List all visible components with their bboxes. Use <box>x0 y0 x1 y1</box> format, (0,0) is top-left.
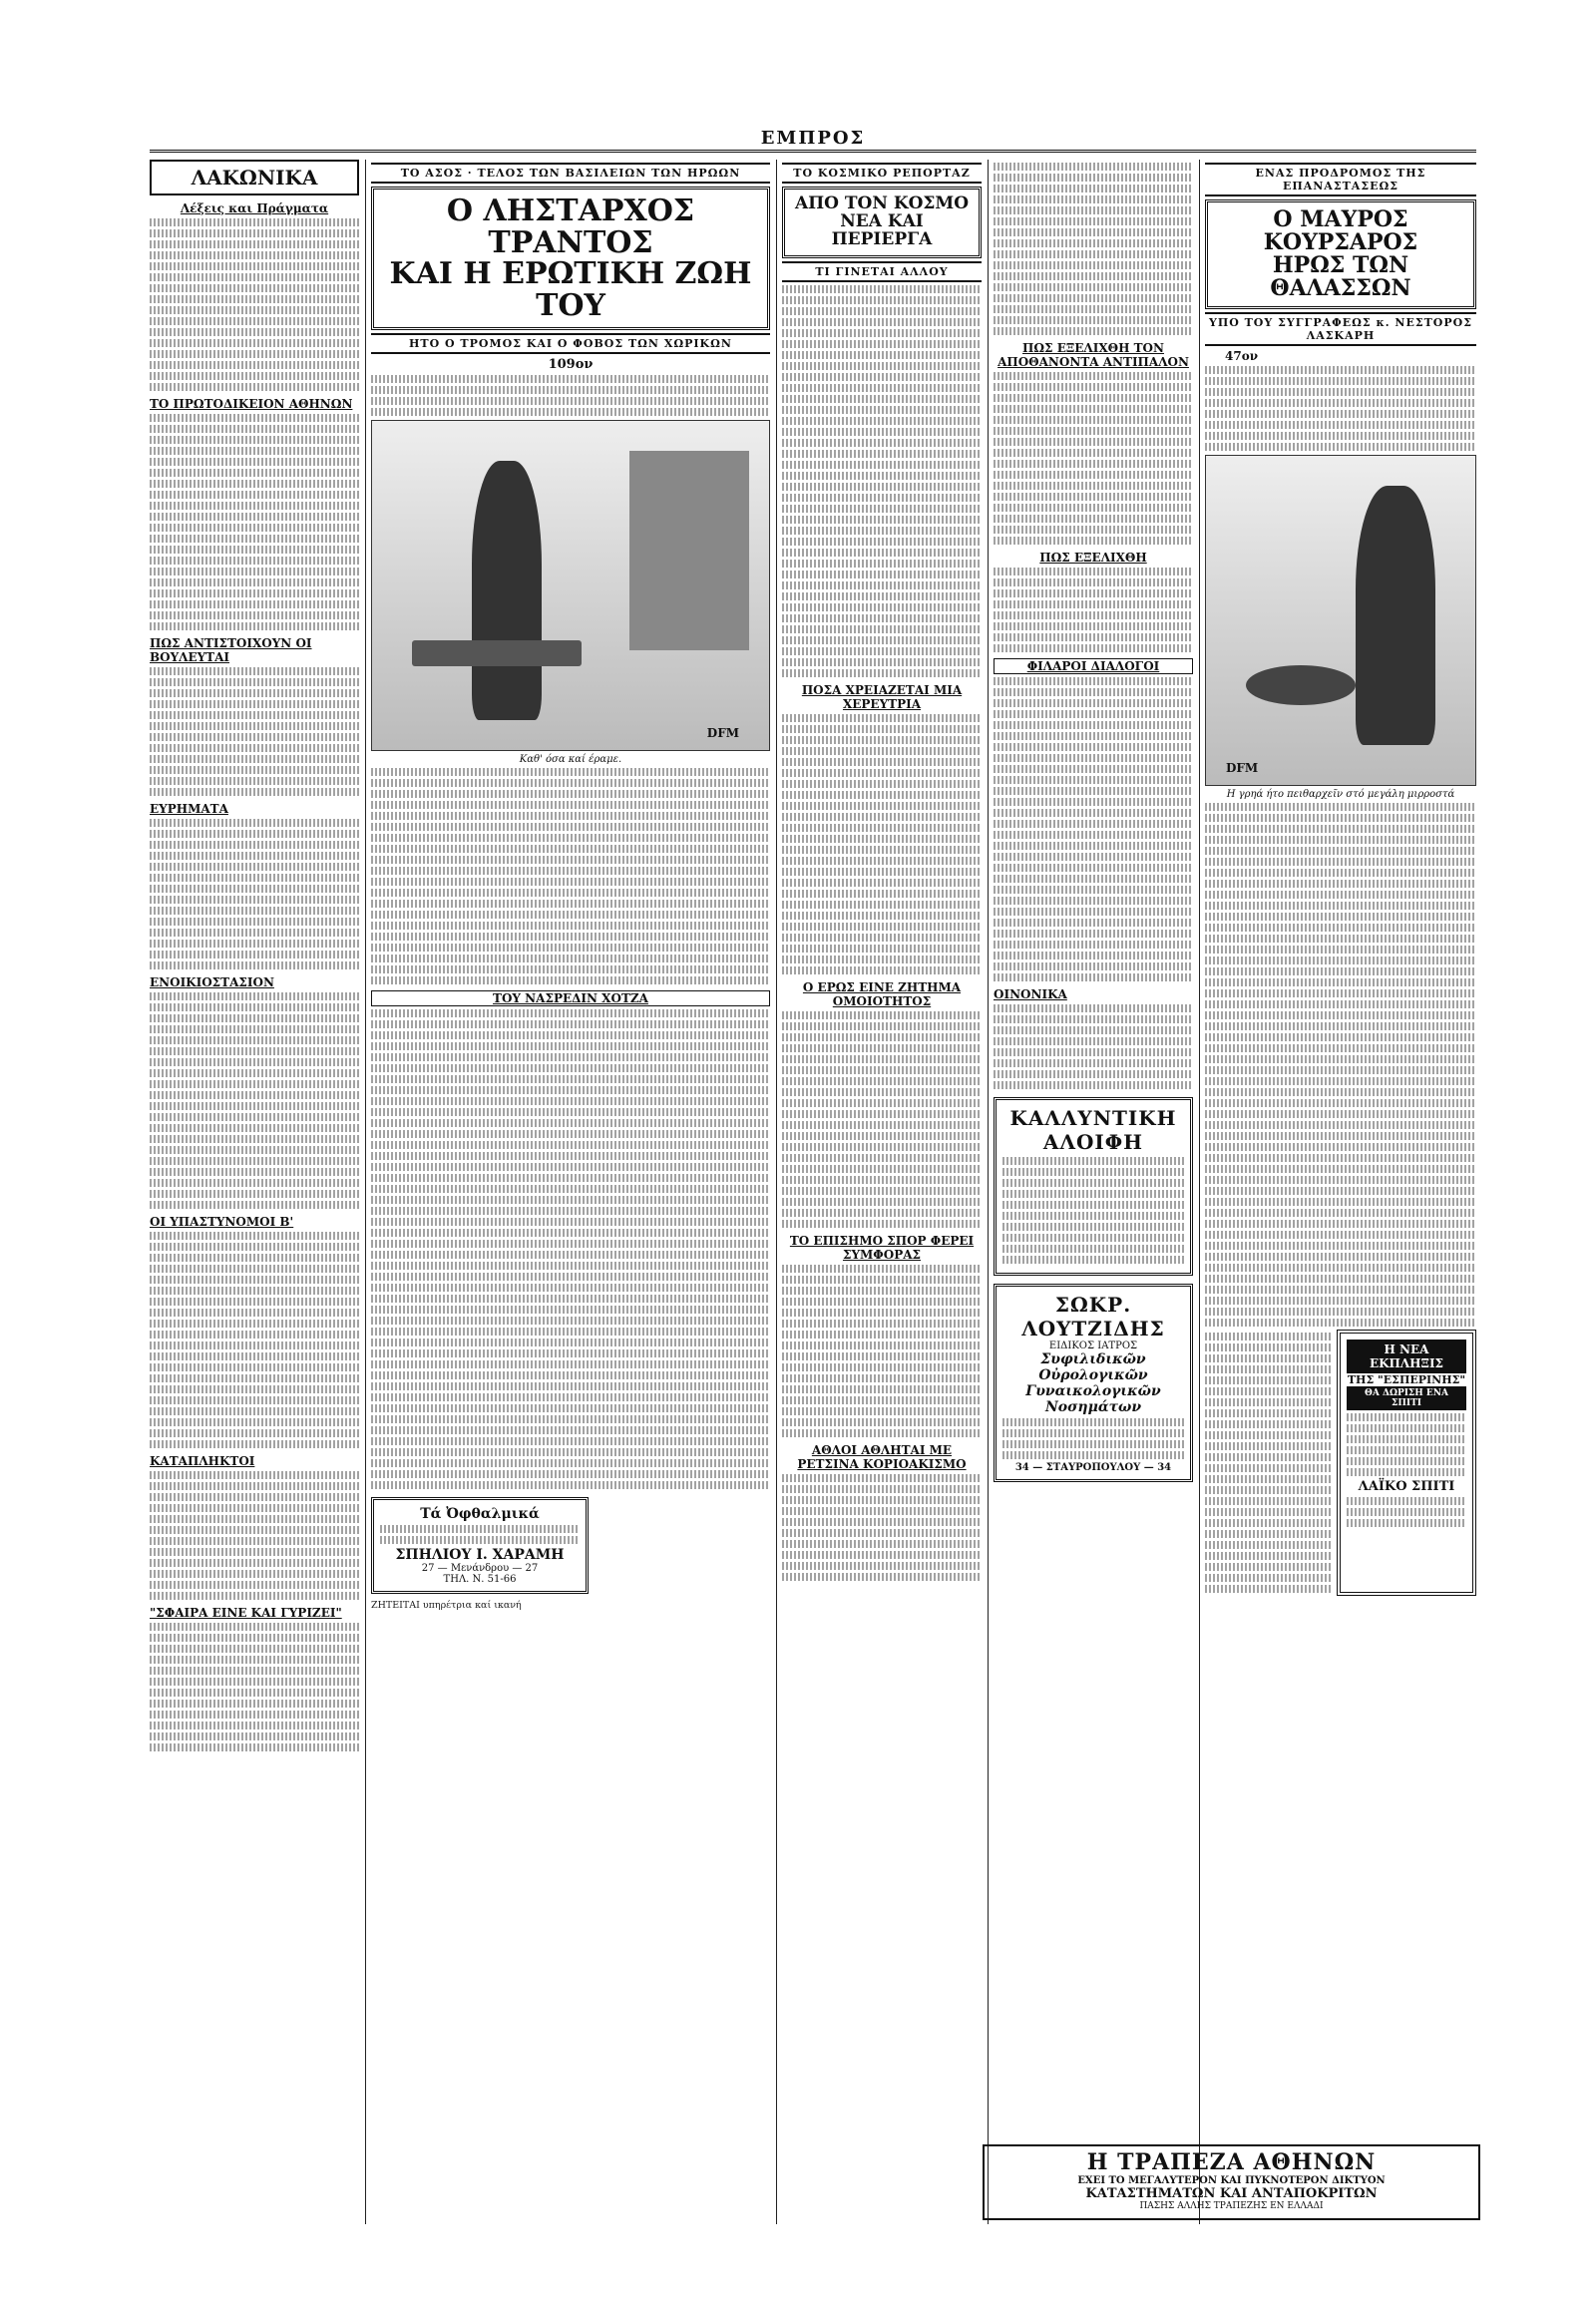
bank-line2: ΚΑΤΑΣΤΗΜΑΤΩΝ ΚΑΙ ΑΝΤΑΠΟΚΡΙΤΩΝ <box>1085 2186 1378 2201</box>
masthead <box>150 128 1476 153</box>
headline-listarchos <box>371 187 770 330</box>
column-listarchos <box>371 160 770 2224</box>
chapter-number-kourasaros: 47ον <box>1225 349 1259 364</box>
headline-kosmos-line2: ΝΕΑ ΚΑΙ ΠΕΡΙΕΡΓΑ <box>831 210 933 249</box>
ad-loutzidis-role: ΕΙΔΙΚΟΣ ΙΑΤΡΟΣ <box>1048 1341 1138 1351</box>
column-kosmos <box>782 160 982 2224</box>
story-band-listarchos: ΤΟ ΑΣΟΣ · ΤΕΛΟΣ ΤΩΝ ΒΑΣΙΛΕΙΩΝ ΤΩΝ ΗΡΩΩΝ <box>371 163 770 184</box>
heading-choreftria: ΠΟΣΑ ΧΡΕΙΑΖΕΤΑΙ ΜΙΑ ΧΕΡΕΥΤΡΙΑ <box>801 682 963 711</box>
ad-ophthalmika-phone: ΤΗΛ. Ν. 51-66 <box>443 1574 517 1585</box>
subheading-kourasaros: ΥΠΟ ΤΟΥ ΣΥΓΓΡΑΦΕΩΣ κ. ΝΕΣΤΟΡΟΣ ΛΑΣΚΑΡΗ <box>1205 312 1476 346</box>
column-misc <box>994 160 1193 2224</box>
heading-enoikiostasion: ΕΝΟΙΚΙΟΣΤΑΣΙΟΝ <box>150 975 274 989</box>
illustration-old-woman <box>1205 455 1476 786</box>
lead-heading: Λέξεις και Πράγματα <box>180 201 329 215</box>
ad-aloifi-title: ΑΛΟΙΦΗ <box>1042 1130 1144 1154</box>
column-lakonika <box>150 160 359 2224</box>
heading-filaroi-dialogoi: ΦΙΛΑΡΟΙ ΔΙΑΛΟΓΟΙ <box>994 658 1193 674</box>
subheading-kosmos: ΤΙ ΓΙΝΕΤΑΙ ΑΛΛΟΥ <box>782 261 982 282</box>
ad-loutzidis-specialty: Συφιλιδικῶν Οὐρολογικῶν Γυναικολογικῶν Νοσημάτων <box>1025 1351 1161 1415</box>
heading-nasredin: ΤΟΥ ΝΑΣΡΕΔΙΝ ΧΟΤΖΑ <box>371 990 770 1006</box>
illustration-signature-2: DFM <box>1226 761 1259 776</box>
ad-esperini <box>1337 1330 1476 1596</box>
ad-kallyntiki-aloifi <box>994 1097 1193 1276</box>
column-kourasaros <box>1205 160 1476 2139</box>
footer-classified: ΖΗΤΕΙΤΑΙ υπηρέτρια καί ικανή <box>371 1600 522 1611</box>
ad-kallyntiki-title: ΚΑΛΛΥΝΤΙΚΗ <box>1009 1106 1177 1130</box>
headline-kourasaros-line2: ΗΡΩΣ ΤΩΝ ΘΑΛΑΣΣΩΝ <box>1270 252 1411 302</box>
chapter-number: 109ον <box>548 357 594 372</box>
ad-ophthalmika <box>371 1497 589 1594</box>
heading-protodikeion: ΤΟ ΠΡΩΤΟΔΙΚΕΙΟΝ ΑΘΗΝΩΝ <box>150 397 353 411</box>
heading-evrimata: ΕΥΡΗΜΑΤΑ <box>150 802 228 816</box>
illustration-signature: DFM <box>706 726 739 740</box>
headline-kourasaros <box>1205 199 1476 309</box>
ad-esperini-gift: ΘΑ ΔΩΡΙΣΗ ΕΝΑ ΣΠΙΤΙ <box>1347 1386 1466 1410</box>
headline-kosmos <box>782 187 982 258</box>
section-title-lakonika: ΛΑΚΩΝΙΚΑ <box>150 160 359 195</box>
ad-ophthalmika-title: Τά Ὀφθαλμικά <box>420 1506 540 1522</box>
heading-ypastynomoi: ΟΙ ΥΠΑΣΤΥΝΟΜΟΙ Β' <box>150 1215 294 1229</box>
story-band-kourasaros: ΕΝΑΣ ΠΡΟΔΡΟΜΟΣ ΤΗΣ ΕΠΑΝΑΣΤΑΣΕΩΣ <box>1205 163 1476 196</box>
ad-ophthalmika-name: ΣΠΗΛΙΟΥ Ι. ΧΑΡΑΜΗ <box>395 1547 565 1563</box>
illustration-caption-2: Η γρηά ήτο πειθαρχεῖν στό μεγάλη μιρροστά <box>1226 789 1455 801</box>
masthead-name: ΕΜΠΡΟΣ <box>760 128 866 149</box>
headline-kourasaros-line1: Ο ΜΑΥΡΟΣ ΚΟΥΡΣΑΡΟΣ <box>1263 206 1418 256</box>
heading-eros: Ο ΕΡΩΣ ΕΙΝΕ ΖΗΤΗΜΑ ΟΜΟΙΟΤΗΤΟΣ <box>802 979 962 1008</box>
heading-katapliktoi: ΚΑΤΑΠΛΗΚΤΟΙ <box>150 1454 255 1468</box>
headline-line2: ΚΑΙ Η ΕΡΩΤΙΚΗ ΖΩΗ ΤΟΥ <box>389 256 752 323</box>
headline-kosmos-line1: ΑΠΟ ΤΟΝ ΚΟΣΜΟ <box>794 193 970 213</box>
subheading-listarchos: ΗΤΟ Ο ΤΡΟΜΟΣ ΚΑΙ Ο ΦΟΒΟΣ ΤΩΝ ΧΩΡΙΚΩΝ <box>371 333 770 354</box>
headline-line1: Ο ΛΗΣΤΑΡΧΟΣ ΤΡΑΝΤΟΣ <box>446 193 695 260</box>
ad-esperini-house: ΛΑΪΚΟ ΣΠΙΤΙ <box>1358 1479 1455 1495</box>
bank-line3: ΠΑΣΗΣ ΑΛΛΗΣ ΤΡΑΠΕΖΗΣ ΕΝ ΕΛΛΑΔΙ <box>1139 2201 1324 2211</box>
ad-loutzidis-address: 34 — ΣΤΑΥΡΟΠΟΥΛΟΥ — 34 <box>1014 1462 1172 1473</box>
ad-loutzidis <box>994 1284 1193 1482</box>
ad-trapeza-athinon <box>983 2144 1480 2220</box>
ad-loutzidis-name: ΣΩΚΡ. ΛΟΥΤΖΙΔΗΣ <box>1021 1293 1165 1341</box>
heading-antipalon: ΠΩΣ ΕΞΕΛΙΧΘΗ ΤΟΝ ΑΠΟΘΑΝΟΝΤΑ ΑΝΤΙΠΑΛΟΝ <box>998 341 1189 369</box>
heading-sfaira: "ΣΦΑΙΡΑ ΕΙΝΕ ΚΑΙ ΓΥΡΙΖΕΙ" <box>150 1606 342 1620</box>
heading-spor: ΤΟ ΕΠΙΣΗΜΟ ΣΠΟΡ ΦΕΡΕΙ ΣΥΜΦΟΡΑΣ <box>789 1233 975 1262</box>
ad-esperini-title: Η ΝΕΑ ΕΚΠΛΗΞΙΣ <box>1347 1340 1466 1373</box>
heading-exelichthi: ΠΩΣ ΕΞΕΛΙΧΘΗ <box>1039 551 1147 565</box>
ad-esperini-paper: ΤΗΣ "ΕΣΠΕΡΙΝΗΣ" <box>1347 1373 1466 1387</box>
heading-oinonika: ΟΙΝΟΝΙΚΑ <box>994 987 1067 1001</box>
story-band-kosmos: ΤΟ ΚΟΣΜΙΚΟ ΡΕΠΟΡΤΑΖ <box>782 163 982 184</box>
bank-name: Η ΤΡΑΠΕΖΑ ΑΘΗΝΩΝ <box>1086 2149 1377 2175</box>
bank-line1: ΕΧΕΙ ΤΟ ΜΕΓΑΛΥΤΕΡΟΝ ΚΑΙ ΠΥΚΝΟΤΕΡΟΝ ΔΙΚΤΥΟΝ <box>1077 2175 1386 2186</box>
heading-vouleutai: ΠΩΣ ΑΝΤΙΣΤΟΙΧΟΥΝ ΟΙ ΒΟΥΛΕΥΤΑΙ <box>150 636 312 664</box>
illustration-woman-seated <box>371 420 770 751</box>
ad-ophthalmika-address: 27 — Μενάνδρου — 27 <box>421 1563 539 1574</box>
illustration-caption: Καθ' όσα καί έραμε. <box>519 754 622 765</box>
heading-athloi: ΑΘΛΟΙ ΑΘΛΗΤΑΙ ΜΕ ΡΕΤΣΙΝΑ ΚΟΡΙΟΑΚΙΣΜΟ <box>797 1442 967 1471</box>
